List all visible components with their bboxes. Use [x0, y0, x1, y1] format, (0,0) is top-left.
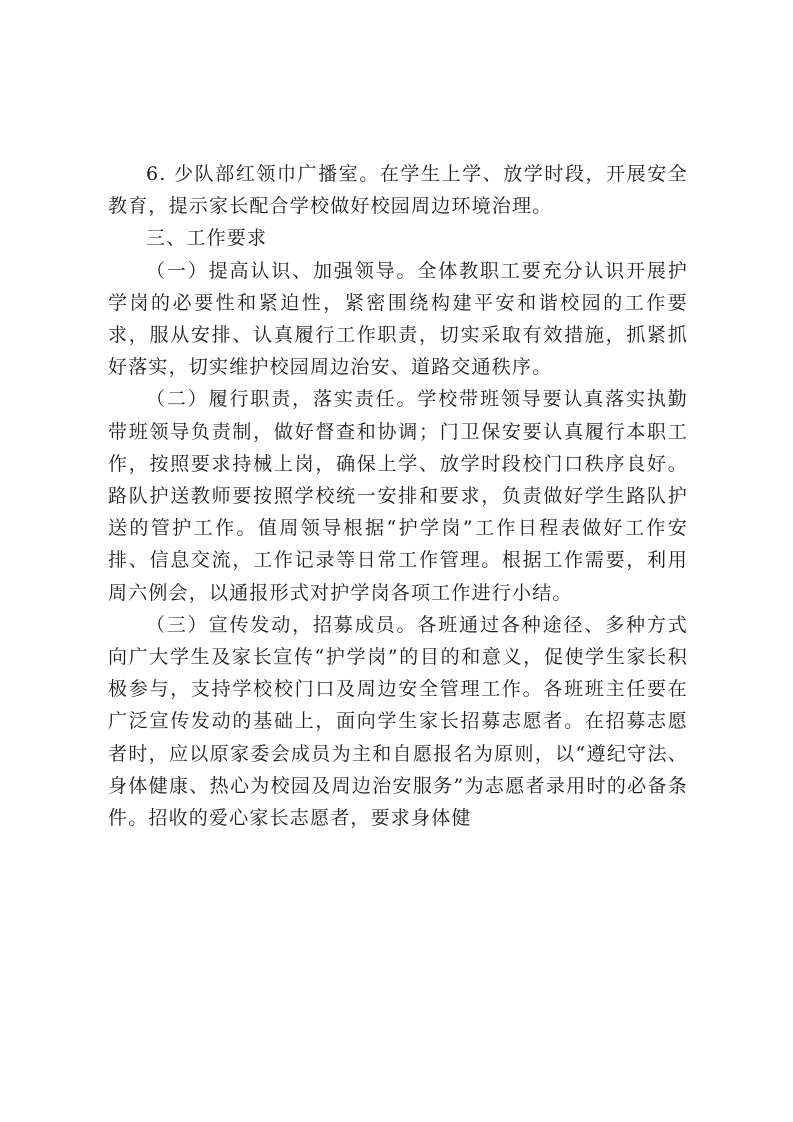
section-heading-work-requirements: 三、工作要求 — [146, 227, 268, 250]
paragraph-requirement-2: （二）履行职责，落实责任。学校带班领导要认真落实执勤带班领导负责制，做好督查和协调；门卫保安要认真履行本职工作，按照要求持械上岗，确保上学、放学时段校门口秩序良好。路队护送教师要按照学校统一安排和要求，负责做好学生路队护送的管护工作。值周领导根据“护学岗”工作日程表做好工作安排、信息交流，工作记录等日常工作管理。根据工作需要，利用周六例会，以通报形式对护学岗各项工作进行小结。 — [108, 388, 688, 604]
paragraph-requirement-3: （三）宣传发动，招募成员。各班通过各种途径、多种方式向广大学生及家长宣传“护学岗”的目的和意义，促使学生家长积极参与，支持学校校门口及周边安全管理工作。各班班主任要在广泛宣传发动的基础上，面向学生家长招募志愿者。在招募志愿者时，应以原家委会成员为主和自愿报名为原则，以“遵纪守法、身体健康、热心为校园及周边治安服务”为志愿者录用时的必备条件。招收的爱心家长志愿者，要求身体健 — [108, 613, 688, 830]
paragraph-requirement-1: （一）提高认识、加强领导。全体教职工要充分认识开展护学岗的必要性和紧迫性，紧密围绕构建平安和谐校园的工作要求，服从安排、认真履行工作职责，切实采取有效措施，抓紧抓好落实，切实维护校园周边治安、道路交通秩序。 — [108, 259, 688, 379]
document-body — [108, 158, 688, 834]
paragraph-item-6: 6. 少队部红领巾广播室。在学生上学、放学时段，开展安全教育，提示家长配合学校做好校园周边环境治理。 — [108, 163, 688, 218]
